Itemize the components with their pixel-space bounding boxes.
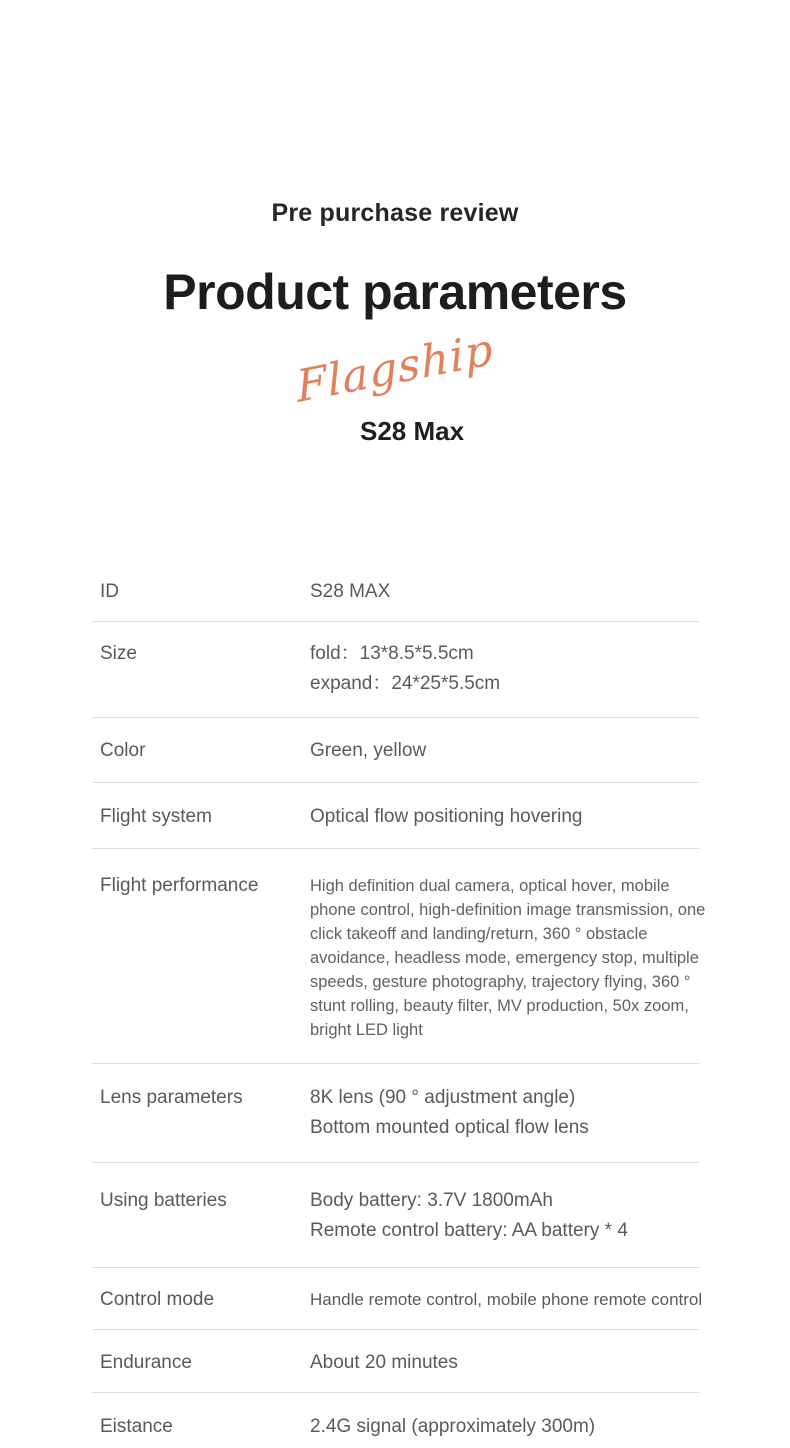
spec-table-row: [92, 622, 699, 718]
spec-value: [310, 639, 699, 699]
spec-value: [310, 874, 717, 1042]
spec-label: Lens parameters: [100, 1087, 243, 1108]
spec-table-row: [92, 1393, 699, 1448]
spec-label: Size: [100, 643, 137, 664]
spec-label: Flight system: [100, 806, 212, 827]
spec-value-line: Optical flow positioning hovering: [310, 806, 583, 827]
spec-table-row: [92, 849, 706, 1064]
spec-table-row: [92, 1268, 703, 1330]
spec-label: ID: [100, 581, 119, 602]
spec-value-line: Bottom mounted optical flow lens: [310, 1117, 589, 1138]
spec-value-line: Remote control battery: AA battery * 4: [310, 1220, 628, 1241]
spec-value-line: 2.4G signal (approximately 300m): [310, 1416, 596, 1437]
spec-label: Endurance: [100, 1352, 192, 1373]
spec-value-line: 8K lens (90 ° adjustment angle): [310, 1087, 576, 1108]
spec-value: [310, 738, 699, 763]
spec-value: [310, 1083, 699, 1143]
spec-value-line: S28 MAX: [310, 581, 391, 602]
spec-label: Flight performance: [100, 875, 259, 896]
spec-table-row: [92, 1163, 699, 1268]
spec-label: Control mode: [100, 1289, 215, 1310]
spec-value-line: fold：13*8.5*5.5cm: [310, 643, 474, 664]
spec-value: [310, 1350, 699, 1375]
spec-table-row: [92, 561, 699, 622]
flagship-badge: [0, 323, 790, 455]
page-title: Product parameters: [163, 264, 627, 320]
spec-table-row: [92, 718, 699, 783]
spec-table-row: [92, 1330, 699, 1393]
spec-value-line: High definition dual camera, optical hover, mobile phone control, high-definition image transmission, one click takeoff and landing/return, 360 ° obstacle avoidance, headless mode, emergency stop, multiple speeds, gesture photography, trajectory flying, 360 ° stunt rolling, beauty filter, MV production, 50x zoom, bright LED light: [310, 877, 706, 1039]
spec-value: [310, 1414, 699, 1439]
spec-table: [92, 561, 706, 1448]
spec-value-line: Green, yellow: [310, 740, 427, 761]
spec-value: [310, 1186, 699, 1246]
spec-table-row: [92, 1064, 699, 1163]
spec-value-line: expand：24*25*5.5cm: [310, 673, 501, 694]
model-name: S28 Max: [360, 416, 465, 446]
spec-label: Eistance: [100, 1416, 173, 1437]
spec-value: [310, 1287, 717, 1312]
spec-label: Color: [100, 740, 146, 761]
spec-value-line: About 20 minutes: [310, 1352, 458, 1373]
spec-value-line: Body battery: 3.7V 1800mAh: [310, 1190, 553, 1211]
spec-label: Using batteries: [100, 1190, 227, 1211]
pre-purchase-review-heading: Pre purchase review: [271, 199, 519, 227]
spec-value: [310, 579, 699, 604]
spec-value-line: Handle remote control, mobile phone remote control: [310, 1290, 703, 1309]
flagship-script-decoration: Flagship: [294, 323, 496, 413]
spec-value: [310, 804, 699, 829]
spec-table-row: [92, 783, 699, 849]
